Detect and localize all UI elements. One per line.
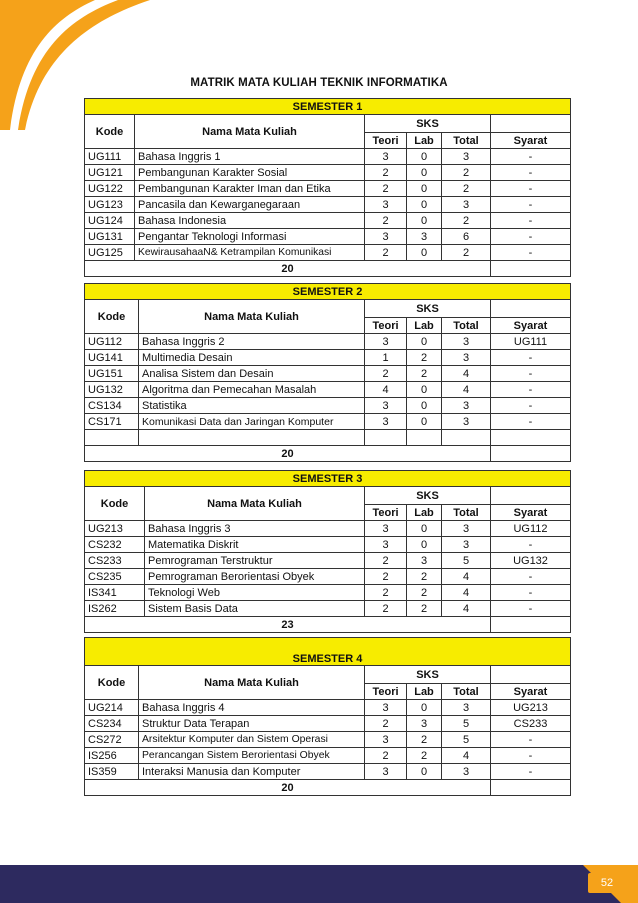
semester-3-table [84,470,571,633]
header-syarat: Syarat [491,318,571,334]
header-kode: Kode [85,115,135,149]
course-row [85,197,571,213]
lab: 0 [407,700,442,716]
semester-2-table [84,283,571,462]
course-row [85,748,571,764]
header-nama: Nama Mata Kuliah [135,115,365,149]
teori: 2 [365,585,407,601]
kode: UG214 [85,700,139,716]
kode: IS262 [85,601,145,617]
kode: CS272 [85,732,139,748]
course-row [85,334,571,350]
teori: 2 [365,716,407,732]
nama: Pembangunan Karakter Iman dan Etika [135,181,365,197]
syarat: UG132 [491,553,571,569]
header-nama: Nama Mata Kuliah [139,666,365,700]
semester-label: SEMESTER 2 [85,284,571,300]
teori: 3 [365,732,407,748]
empty-cell [491,780,571,796]
kode: CS171 [85,414,139,430]
course-row [85,213,571,229]
total: 3 [442,398,491,414]
kode: CS234 [85,716,139,732]
lab: 0 [407,197,442,213]
teori: 3 [365,334,407,350]
course-row [85,382,571,398]
lab: 0 [407,149,442,165]
lab: 0 [407,181,442,197]
header-nama: Nama Mata Kuliah [145,487,365,521]
syarat: - [491,366,571,382]
teori: 3 [365,197,407,213]
course-row [85,181,571,197]
syarat: - [491,537,571,553]
header-kode: Kode [85,300,139,334]
header-nama: Nama Mata Kuliah [139,300,365,334]
kode: UG213 [85,521,145,537]
nama: Bahasa Indonesia [135,213,365,229]
course-row [85,229,571,245]
course-row [85,764,571,780]
nama: Pemrograman Terstruktur [145,553,365,569]
semester-total: 23 [85,617,491,633]
course-row [85,398,571,414]
semester-total: 20 [85,780,491,796]
semester-label: SEMESTER 1 [85,99,571,115]
total: 2 [442,213,491,229]
header-lab: Lab [407,684,442,700]
kode: IS341 [85,585,145,601]
header-lab: Lab [407,318,442,334]
nama: Bahasa Inggris 2 [139,334,365,350]
header-syarat: Syarat [491,684,571,700]
syarat: UG213 [491,700,571,716]
total: 4 [442,585,491,601]
teori: 3 [365,764,407,780]
header-sks: SKS [365,115,491,133]
lab: 0 [407,414,442,430]
nama: Multimedia Desain [139,350,365,366]
nama: KewirausahaaN& Ketrampilan Komunikasi [135,245,365,261]
course-row [85,716,571,732]
header-syarat: Syarat [491,133,571,149]
nama: Perancangan Sistem Berorientasi Obyek [139,748,365,764]
kode: UG132 [85,382,139,398]
header-total: Total [442,505,491,521]
kode: UG123 [85,197,135,213]
teori: 2 [365,569,407,585]
semester-total: 20 [85,446,491,462]
lab: 0 [407,382,442,398]
lab: 2 [407,732,442,748]
page-title: MATRIK MATA KULIAH TEKNIK INFORMATIKA [190,77,448,89]
syarat: UG111 [491,334,571,350]
kode: UG151 [85,366,139,382]
syarat: - [491,197,571,213]
teori: 2 [365,601,407,617]
total: 3 [442,521,491,537]
total: 4 [442,748,491,764]
teori: 2 [365,553,407,569]
syarat: - [491,601,571,617]
total: 3 [442,350,491,366]
empty-row [85,430,571,446]
semester-total-row [85,617,571,633]
total: 3 [442,414,491,430]
semester-total-row [85,446,571,462]
kode: UG111 [85,149,135,165]
teori: 3 [365,700,407,716]
kode: UG131 [85,229,135,245]
lab: 0 [407,764,442,780]
nama: Teknologi Web [145,585,365,601]
kode: IS256 [85,748,139,764]
nama: Bahasa Inggris 1 [135,149,365,165]
total: 3 [442,149,491,165]
nama: Pembangunan Karakter Sosial [135,165,365,181]
course-row [85,601,571,617]
lab: 2 [407,585,442,601]
nama: Matematika Diskrit [145,537,365,553]
empty-cell [491,446,571,462]
lab: 2 [407,601,442,617]
header-sks: SKS [365,300,491,318]
nama: Sistem Basis Data [145,601,365,617]
semester-total-row [85,780,571,796]
nama: Bahasa Inggris 4 [139,700,365,716]
syarat: - [491,382,571,398]
total: 4 [442,382,491,398]
lab: 2 [407,366,442,382]
kode: UG125 [85,245,135,261]
syarat: CS233 [491,716,571,732]
empty-cell [491,617,571,633]
course-row [85,521,571,537]
nama: Interaksi Manusia dan Komputer [139,764,365,780]
total: 4 [442,366,491,382]
header-lab: Lab [407,133,442,149]
course-row [85,350,571,366]
nama: Komunikasi Data dan Jaringan Komputer [139,414,365,430]
page-number: 52 [588,873,626,893]
syarat: - [491,569,571,585]
syarat: - [491,350,571,366]
course-row [85,700,571,716]
course-row [85,245,571,261]
header-sks: SKS [365,666,491,684]
syarat: - [491,181,571,197]
teori: 3 [365,398,407,414]
course-row [85,366,571,382]
syarat: - [491,245,571,261]
total: 4 [442,601,491,617]
total: 2 [442,165,491,181]
teori: 4 [365,382,407,398]
total: 2 [442,245,491,261]
teori: 2 [365,366,407,382]
header-kode: Kode [85,487,145,521]
kode: UG122 [85,181,135,197]
lab: 2 [407,748,442,764]
semester-4-table [84,637,571,796]
teori: 2 [365,748,407,764]
total: 3 [442,197,491,213]
kode: CS134 [85,398,139,414]
nama: Analisa Sistem dan Desain [139,366,365,382]
semester-label: SEMESTER 4 [85,638,571,666]
teori: 2 [365,213,407,229]
syarat: - [491,732,571,748]
teori: 3 [365,521,407,537]
nama: Statistika [139,398,365,414]
total: 2 [442,181,491,197]
header-teori: Teori [365,133,407,149]
semester-1-table [84,98,571,277]
kode: UG124 [85,213,135,229]
course-row [85,585,571,601]
kode: CS235 [85,569,145,585]
lab: 0 [407,398,442,414]
nama: Struktur Data Terapan [139,716,365,732]
lab: 0 [407,245,442,261]
nama: Algoritma dan Pemecahan Masalah [139,382,365,398]
kode: UG112 [85,334,139,350]
kode: IS359 [85,764,139,780]
teori: 2 [365,245,407,261]
total: 4 [442,569,491,585]
total: 5 [442,553,491,569]
teori: 2 [365,165,407,181]
total: 5 [442,716,491,732]
teori: 3 [365,149,407,165]
total: 3 [442,700,491,716]
syarat: - [491,165,571,181]
semester-total-row [85,261,571,277]
header-total: Total [442,318,491,334]
teori: 3 [365,414,407,430]
teori: 3 [365,537,407,553]
lab: 2 [407,569,442,585]
kode: CS233 [85,553,145,569]
kode: CS232 [85,537,145,553]
lab: 0 [407,521,442,537]
syarat: - [491,398,571,414]
course-row [85,732,571,748]
total: 5 [442,732,491,748]
nama: Pengantar Teknologi Informasi [135,229,365,245]
course-row [85,414,571,430]
syarat: UG112 [491,521,571,537]
course-row [85,149,571,165]
header-teori: Teori [365,318,407,334]
total: 6 [442,229,491,245]
syarat: - [491,585,571,601]
syarat: - [491,149,571,165]
header-sks: SKS [365,487,491,505]
course-row [85,165,571,181]
lab: 3 [407,716,442,732]
semester-total: 20 [85,261,491,277]
header-empty [491,666,571,684]
header-empty [491,300,571,318]
total: 3 [442,764,491,780]
lab: 2 [407,350,442,366]
header-lab: Lab [407,505,442,521]
syarat: - [491,229,571,245]
syarat: - [491,414,571,430]
header-syarat: Syarat [491,505,571,521]
teori: 1 [365,350,407,366]
nama: Arsitektur Komputer dan Sistem Operasi [139,732,365,748]
lab: 0 [407,213,442,229]
course-row [85,553,571,569]
semester-label: SEMESTER 3 [85,471,571,487]
syarat: - [491,764,571,780]
lab: 3 [407,229,442,245]
teori: 2 [365,181,407,197]
header-total: Total [442,684,491,700]
lab: 3 [407,553,442,569]
nama: Pemrograman Berorientasi Obyek [145,569,365,585]
header-teori: Teori [365,505,407,521]
header-teori: Teori [365,684,407,700]
kode: UG141 [85,350,139,366]
header-empty [491,115,571,133]
nama: Bahasa Inggris 3 [145,521,365,537]
empty-cell [491,261,571,277]
nama: Pancasila dan Kewarganegaraan [135,197,365,213]
total: 3 [442,537,491,553]
course-row [85,537,571,553]
total: 3 [442,334,491,350]
teori: 3 [365,229,407,245]
lab: 0 [407,537,442,553]
course-row [85,569,571,585]
syarat: - [491,748,571,764]
kode: UG121 [85,165,135,181]
header-kode: Kode [85,666,139,700]
syarat: - [491,213,571,229]
header-total: Total [442,133,491,149]
lab: 0 [407,165,442,181]
header-empty [491,487,571,505]
lab: 0 [407,334,442,350]
